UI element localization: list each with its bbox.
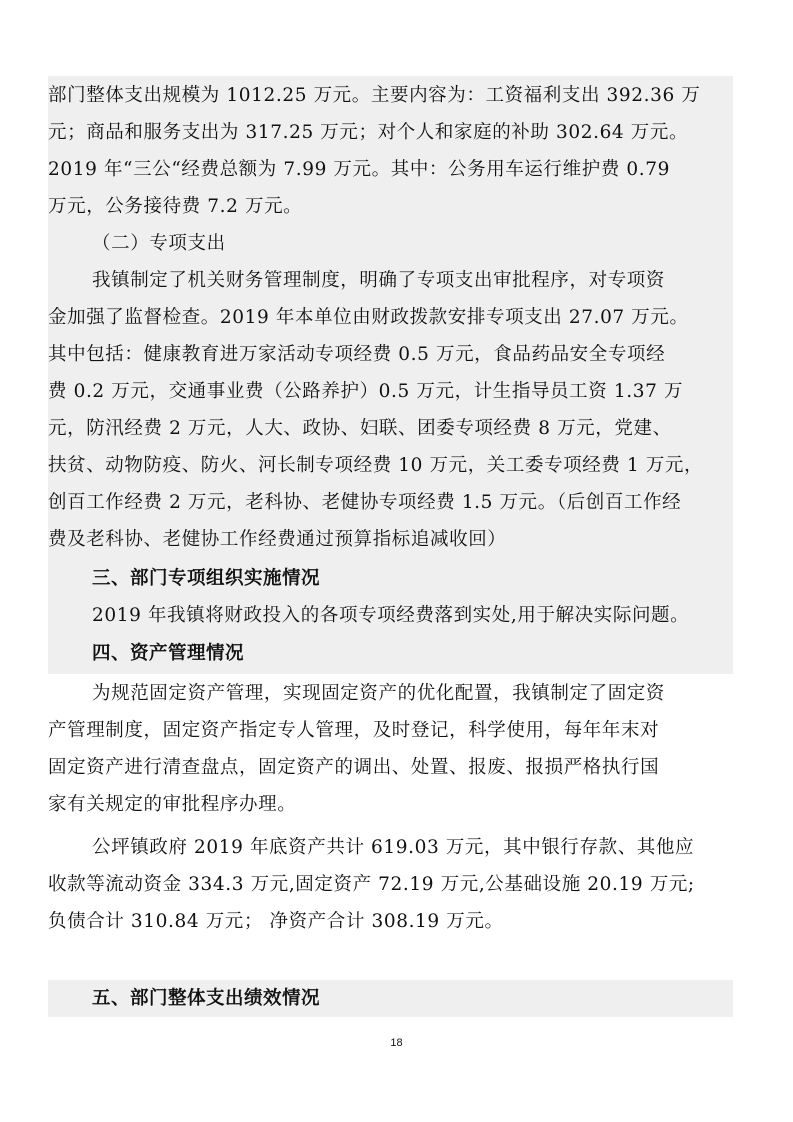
paragraph-line: 费及老科协、老健协工作经费通过预算指标追减收回） xyxy=(48,529,507,550)
section-heading-5: 五、部门整体支出绩效情况 xyxy=(92,988,321,1009)
paragraph-line: 固定资产进行清查盘点，固定资产的调出、处置、报废、报损严格执行国 xyxy=(48,757,660,778)
paragraph-line: 家有关规定的审批程序办理。 xyxy=(48,794,297,815)
paragraph-line: 扶贫、动物防疫、防火、河长制专项经费 10 万元，关工委专项经费 1 万元， xyxy=(48,455,704,476)
paragraph-line: 公坪镇政府 2019 年底资产共计 619.03 万元，其中银行存款、其他应 xyxy=(92,837,695,858)
paragraph-line: 部门整体支出规模为 1012.25 万元。主要内容为：工资福利支出 392.36 万 xyxy=(48,85,701,106)
paragraph-line: 为规范固定资产管理，实现固定资产的优化配置，我镇制定了固定资 xyxy=(92,683,666,704)
paragraph-line: 产管理制度，固定资产指定专人管理，及时登记，科学使用，每年年末对 xyxy=(48,720,660,741)
subheading: （二）专项支出 xyxy=(92,233,226,254)
paragraph-line: 元，防汛经费 2 万元，人大、政协、妇联、团委专项经费 8 万元，党建、 xyxy=(48,418,672,439)
paragraph-line: 我镇制定了机关财务管理制度，明确了专项支出审批程序，对专项资 xyxy=(92,270,666,291)
paragraph-line: 2019 年我镇将财政投入的各项专项经费落到实处,用于解决实际问题。 xyxy=(92,605,690,626)
paragraph-line: 费 0.2 万元，交通事业费（公路养护）0.5 万元，计生指导员工资 1.37 万 xyxy=(48,381,684,402)
section-heading-4: 四、资产管理情况 xyxy=(92,643,245,664)
paragraph-line: 元；商品和服务支出为 317.25 万元；对个人和家庭的补助 302.64 万元。 xyxy=(48,122,689,143)
paragraph-line: 万元，公务接待费 7.2 万元。 xyxy=(48,196,303,217)
section-heading-3: 三、部门专项组织实施情况 xyxy=(92,568,321,589)
paragraph-line: 创百工作经费 2 万元，老科协、老健协专项经费 1.5 万元。（后创百工作经 xyxy=(48,492,682,513)
paragraph-line: 金加强了监督检查。2019 年本单位由财政拨款安排专项支出 27.07 万元。 xyxy=(48,307,689,328)
paragraph-line: 其中包括：健康教育进万家活动专项经费 0.5 万元，食品药品安全专项经 xyxy=(48,344,666,365)
paragraph-line: 收款等流动资金 334.3 万元,固定资产 72.19 万元,公基础设施 20.19 万元; xyxy=(48,874,695,895)
page-number: 18 xyxy=(390,1037,403,1049)
paragraph-line: 负债合计 310.84 万元； 净资产合计 308.19 万元。 xyxy=(48,911,504,932)
paragraph-line: 2019 年“三公“经费总额为 7.99 万元。其中：公务用车运行维护费 0.79 xyxy=(48,159,671,180)
